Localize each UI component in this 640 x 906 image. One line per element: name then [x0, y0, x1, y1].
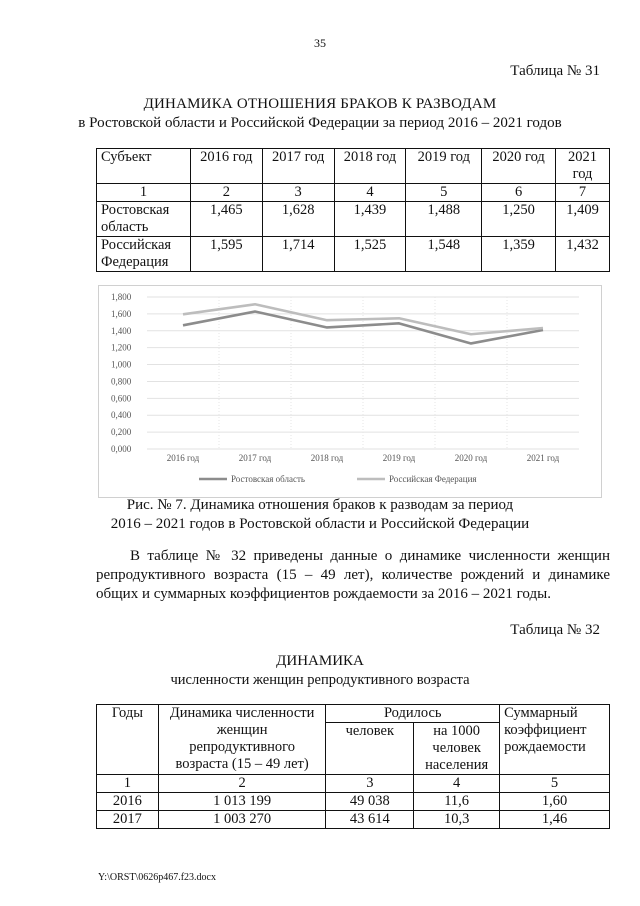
y-tick-label: 1,000: [111, 359, 132, 370]
header-cell: 2021 год: [556, 149, 610, 184]
x-tick-label: 2019 год: [382, 453, 416, 463]
y-tick-label: 1,400: [111, 325, 132, 336]
header-cell: Субъект: [97, 149, 191, 184]
table-row: [97, 202, 610, 237]
table-cell: 1,465: [190, 202, 262, 237]
row-subject: Российская Федерация: [97, 237, 191, 272]
table-cell: 43 614: [326, 811, 414, 829]
table-cell: 1,439: [334, 202, 406, 237]
table-row: [97, 793, 610, 811]
page-number: 35: [314, 36, 326, 50]
x-tick-label: 2017 год: [238, 453, 272, 463]
column-number: 2: [190, 184, 262, 202]
table-cell: 2017: [97, 811, 159, 829]
table-cell: 49 038: [326, 793, 414, 811]
table-row: [97, 237, 610, 272]
header-cell: 2018 год: [334, 149, 406, 184]
y-tick-label: 0,200: [111, 427, 132, 438]
legend-label: Ростовская область: [231, 474, 305, 484]
header-total-coefficient: Суммарный коэффициент рождаемости: [500, 705, 610, 775]
table-31-title: ДИНАМИКА ОТНОШЕНИЯ БРАКОВ К РАЗВОДАМ: [143, 96, 497, 112]
table-32: [96, 704, 610, 829]
table-cell: 2016: [97, 793, 159, 811]
table-cell: 1,595: [190, 237, 262, 272]
table-cell: 11,6: [414, 793, 500, 811]
header-born: Родилось: [326, 705, 500, 723]
column-number-row: [97, 184, 610, 202]
header-years: Годы: [97, 705, 159, 775]
column-number: 2: [158, 775, 326, 793]
table-header-row: [97, 149, 610, 184]
header-per-1000: на 1000 человек населения: [414, 723, 500, 775]
column-number: 6: [482, 184, 556, 202]
table-cell: 1,488: [406, 202, 482, 237]
series-line: [183, 304, 543, 334]
header-cell: 2019 год: [406, 149, 482, 184]
table-row: [97, 811, 610, 829]
table-cell: 1,409: [556, 202, 610, 237]
chart-frame: [98, 285, 602, 498]
column-number: 4: [414, 775, 500, 793]
line-chart: [99, 286, 601, 497]
column-number: 3: [326, 775, 414, 793]
table-cell: 1,46: [500, 811, 610, 829]
y-tick-label: 1,800: [111, 292, 132, 302]
table-cell: 1,250: [482, 202, 556, 237]
header-people: человек: [326, 723, 414, 775]
y-tick-label: 1,200: [111, 342, 132, 353]
file-path-footer: Y:\ORST\0626p467.f23.docx: [98, 872, 216, 883]
table-31-subtitle: в Ростовской области и Российской Федерации за период 2016 – 2021 годов: [78, 115, 562, 131]
table-cell: 1 003 270: [158, 811, 326, 829]
table-32-label: Таблица № 32: [510, 622, 600, 638]
y-tick-label: 0,600: [111, 393, 132, 404]
table-cell: 1 013 199: [158, 793, 326, 811]
header-cell: 2016 год: [190, 149, 262, 184]
header-dynamics: Динамика численности женщин репродуктивного возраста (15 – 49 лет): [158, 705, 326, 775]
body-paragraph: В таблице № 32 приведены данные о динамике численности женщин репродуктивного возраста (15 – 49 лет), количестве рождений и динамике общих и суммарных коэффициентов рождаемости за 2016 – 2021 годы.: [96, 548, 610, 602]
table-header-row: [97, 705, 610, 723]
table-cell: 10,3: [414, 811, 500, 829]
y-tick-label: 0,000: [111, 444, 132, 454]
column-number: 3: [262, 184, 334, 202]
y-tick-label: 0,400: [111, 410, 132, 421]
column-number: 5: [406, 184, 482, 202]
column-number: 7: [556, 184, 610, 202]
column-number: 1: [97, 184, 191, 202]
x-tick-label: 2018 год: [310, 453, 344, 463]
legend-label: Российская Федерация: [389, 474, 477, 484]
row-subject: Ростовская область: [97, 202, 191, 237]
column-number: 1: [97, 775, 159, 793]
header-cell: 2020 год: [482, 149, 556, 184]
table-cell: 1,714: [262, 237, 334, 272]
figure-caption: [0, 496, 640, 534]
x-tick-label: 2021 год: [526, 453, 560, 463]
table-31-label: Таблица № 31: [510, 63, 600, 79]
figure-caption-line-2: 2016 – 2021 годов в Ростовской области и Российской Федерации: [110, 516, 530, 532]
column-number: 5: [500, 775, 610, 793]
column-number: 4: [334, 184, 406, 202]
figure-caption-line-1: Рис. № 7. Динамика отношения браков к разводам за период: [126, 497, 514, 513]
table-cell: 1,628: [262, 202, 334, 237]
x-tick-label: 2016 год: [166, 453, 200, 463]
column-number-row: [97, 775, 610, 793]
table-cell: 1,60: [500, 793, 610, 811]
table-cell: 1,359: [482, 237, 556, 272]
x-tick-label: 2020 год: [454, 453, 488, 463]
y-tick-label: 0,800: [111, 376, 132, 387]
header-cell: 2017 год: [262, 149, 334, 184]
table-32-subtitle: численности женщин репродуктивного возраста: [170, 672, 470, 688]
table-cell: 1,525: [334, 237, 406, 272]
table-32-title: ДИНАМИКА: [276, 653, 364, 669]
table-31: [96, 148, 610, 272]
y-tick-label: 1,600: [111, 308, 132, 319]
table-cell: 1,432: [556, 237, 610, 272]
table-cell: 1,548: [406, 237, 482, 272]
